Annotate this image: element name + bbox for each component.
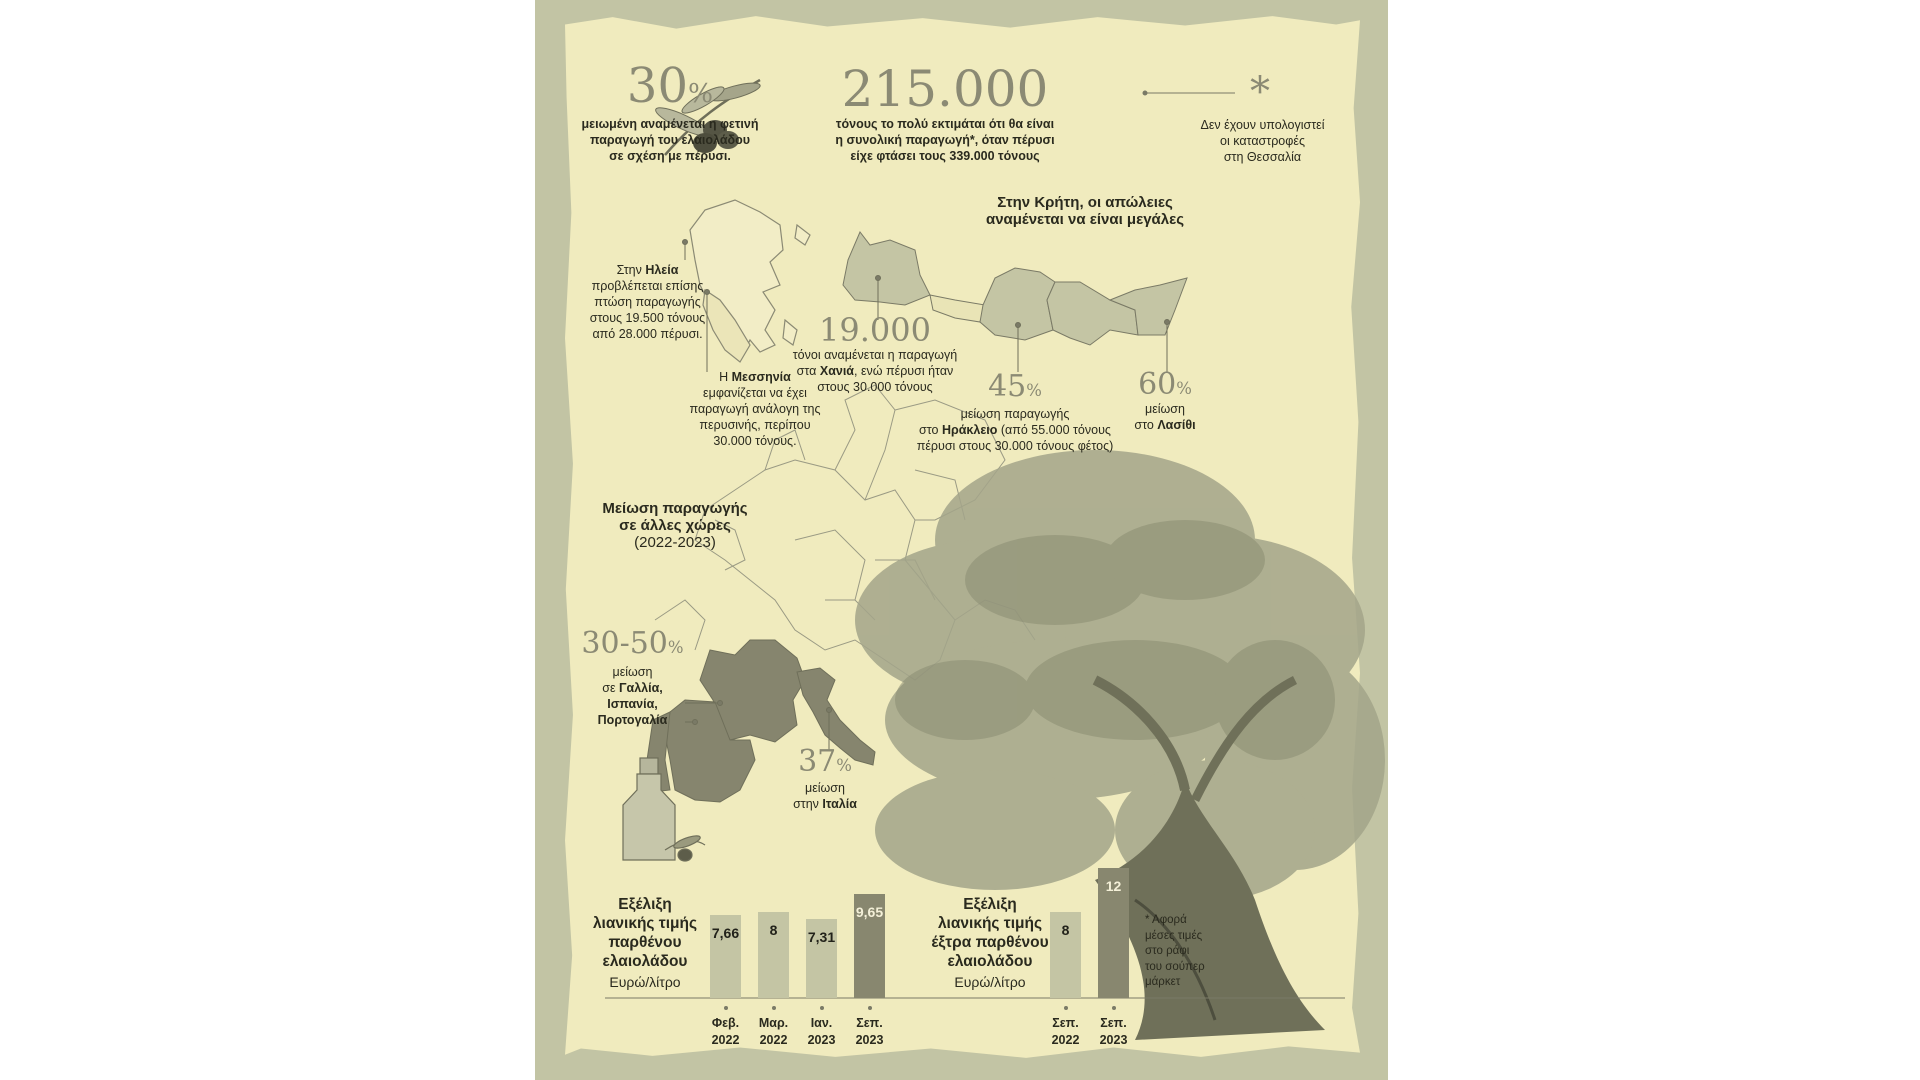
footnote-line3: στο ράφι: [1145, 945, 1190, 957]
chania-line1: τόνοι αναμένεται η παραγωγή: [792, 348, 958, 362]
chart1-title-line1: Εξέλιξη: [618, 896, 672, 913]
heraklion-pre: στο: [919, 423, 942, 437]
fsp-line1: μείωση: [612, 665, 653, 679]
chania-value: 19.000: [819, 311, 931, 349]
europe-title: [595, 500, 755, 551]
chart1-bar-4: [854, 894, 885, 998]
heraklion-name: Ηράκλειο: [941, 423, 998, 437]
chania-line3: στους 30.000 τόνους: [817, 380, 933, 394]
chart1-tick-label-3-month: Ιαν.: [810, 1016, 833, 1030]
stat2-value: 215.000: [841, 60, 1049, 118]
heraklion-value: 45: [988, 369, 1027, 404]
chania-pre: στα: [796, 364, 820, 378]
heraklion-unit: %: [1026, 381, 1042, 400]
chart2-bar-2: [1098, 868, 1129, 998]
lasithi-text: [1125, 401, 1205, 433]
footnote-line2: μέσες τιμές: [1145, 929, 1203, 942]
fsp-line2: [585, 680, 680, 696]
chart1-bar-2: [758, 912, 789, 998]
fsp-value: 30-50: [581, 626, 668, 661]
chart1-bar-1: [710, 915, 741, 998]
chart2-tick-label-2: [1089, 1015, 1139, 1049]
chart1-tick-label-1-month: Φεβ.: [711, 1016, 740, 1030]
chart2-bar-label-1: 8: [1061, 922, 1070, 938]
italy-value-row: [785, 745, 865, 783]
ileia-text: [580, 262, 715, 342]
fsp-name-spain: Ισπανία,: [607, 697, 658, 711]
ileia-line3: πτώση παραγωγής: [594, 295, 701, 309]
chart1-bar-label-3: 7,31: [807, 929, 836, 945]
chart1-tick-label-3: [797, 1015, 847, 1049]
note-line1: Δεν έχουν υπολογιστεί: [1200, 118, 1325, 132]
footnote-line1: * Αφορά: [1145, 914, 1187, 926]
chart1-bar-label-2: 8: [769, 922, 778, 938]
asterisk-connector: [1143, 91, 1236, 96]
ileia-pre: Στην: [616, 263, 646, 277]
messinia-line5: 30.000 τόνους.: [713, 434, 797, 448]
chart1-tick-mark-3: [820, 1006, 824, 1010]
ileia-line4: στους 19.500 τόνους: [589, 311, 706, 325]
chart2-title: [930, 895, 1050, 991]
stat1-unit: %: [688, 78, 714, 109]
italy-line1: μείωση: [805, 781, 845, 795]
messinia-pre: Η: [719, 370, 732, 384]
fsp-name-portugal: Πορτογαλία: [597, 713, 668, 727]
chart2-title-line4: ελαιολάδου: [947, 953, 1033, 970]
fsp-text: [585, 664, 680, 728]
footnote-line5: μάρκετ: [1145, 976, 1181, 988]
chart1-tick-mark-2: [772, 1006, 776, 1010]
stat2-text: [790, 116, 1100, 164]
chart1-tick-label-3-year: 2023: [807, 1033, 836, 1047]
chart2-tick-label-1-month: Σεπ.: [1052, 1016, 1079, 1030]
ileia-line1: [580, 262, 715, 278]
chart1-bar-label-4: 9,65: [855, 904, 884, 920]
footnote: [1145, 913, 1225, 991]
chart1-title-line2: λιανικής τιμής: [592, 915, 698, 932]
fsp-value-row: [575, 627, 690, 665]
stat2-line3: είχε φτάσει τους 339.000 τόνους: [850, 149, 1040, 163]
italy-unit: %: [836, 756, 852, 775]
crete-title-line2: αναμένεται να είναι μεγάλες: [985, 211, 1185, 228]
chart1-title-line4: ελαιολάδου: [602, 953, 688, 970]
stat1-value-row: [585, 58, 755, 118]
heraklion-line1: μείωση παραγωγής: [960, 407, 1070, 421]
chart2-tick-label-2-month: Σεπ.: [1100, 1016, 1127, 1030]
europe-title-line2: σε άλλες χώρες: [619, 517, 731, 534]
messinia-name: Μεσσηνία: [731, 370, 791, 384]
chart1-tick-label-1: [701, 1015, 751, 1049]
crete-title: [975, 194, 1195, 228]
heraklion-text: [905, 406, 1125, 454]
infographic-panel: [535, 0, 1388, 1080]
chart1-title: [590, 895, 700, 991]
lasithi-unit: %: [1176, 379, 1192, 398]
chart1-tick-label-2: [749, 1015, 799, 1049]
chart1-tick-label-2-year: 2022: [759, 1033, 788, 1047]
stat1-text: [575, 116, 765, 164]
stat1-line2: παραγωγή του ελαιολάδου: [589, 133, 750, 147]
messinia-line3: παραγωγή ανάλογη της: [689, 402, 821, 416]
lasithi-pre: στο: [1134, 418, 1158, 432]
note-line3: στη Θεσσαλία: [1223, 150, 1302, 164]
heraklion-line2: [905, 422, 1125, 438]
chart2-bar-label-2: 12: [1105, 878, 1122, 894]
chart2-title-line3: έξτρα παρθένου: [931, 934, 1049, 951]
chart2-tick-label-1-year: 2022: [1051, 1033, 1080, 1047]
heraklion-value-row: [975, 370, 1055, 408]
chania-name: Χανιά: [819, 364, 854, 378]
chania-text: [785, 347, 965, 395]
messinia-line4: περυσινής, περίπου: [699, 418, 811, 432]
chart1-tick-mark-1: [724, 1006, 728, 1010]
chart1-tick-label-4-year: 2023: [855, 1033, 884, 1047]
chart1-tick-label-1-year: 2022: [711, 1033, 740, 1047]
italy-value: 37: [798, 744, 837, 779]
chart1-plot: [710, 800, 930, 1047]
note-line2: οι καταστροφές: [1220, 134, 1305, 148]
messinia-line2: εμφανίζεται να έχει: [703, 386, 807, 400]
lasithi-name: Λασίθι: [1157, 418, 1196, 432]
chart2-title-line1: Εξέλιξη: [963, 896, 1017, 913]
chania-post: , ενώ πέρυσι ήταν: [854, 364, 954, 378]
europe-title-line3: (2022-2023): [634, 534, 716, 551]
chart2-tick-label-2-year: 2023: [1099, 1033, 1128, 1047]
ileia-name: Ηλεία: [645, 263, 679, 277]
footnote-line4: του σούπερ: [1145, 960, 1205, 973]
chart1-ylabel: Ευρώ/λίτρο: [609, 974, 681, 990]
stat2-line2: η συνολική παραγωγή*, όταν πέρυσι: [835, 133, 1055, 147]
italy-pre: στην: [793, 797, 823, 811]
fsp-name-france: Γαλλία,: [619, 681, 663, 695]
chart1-bar-label-1: 7,66: [711, 925, 740, 941]
chart1-bar-3: [806, 919, 837, 998]
note-asterisk: *: [1250, 69, 1270, 115]
lasithi-value: 60: [1138, 367, 1177, 402]
note-text: [1190, 117, 1335, 165]
crete-title-line1: Στην Κρήτη, οι απώλειες: [997, 194, 1173, 211]
chart1-tick-label-4: [845, 1015, 895, 1049]
ileia-line5: από 28.000 πέρυσι.: [592, 327, 703, 341]
europe-title-line1: Μείωση παραγωγής: [602, 500, 748, 517]
chart2-tick-mark-1: [1064, 1006, 1068, 1010]
chart2-tick-mark-2: [1112, 1006, 1116, 1010]
chart1-tick-mark-4: [868, 1006, 872, 1010]
chart2-bar-1: [1050, 912, 1081, 998]
stat2-line1: τόνους το πολύ εκτιμάται ότι θα είναι: [835, 117, 1055, 131]
heraklion-line3: πέρυσι στους 30.000 τόνους φέτος): [916, 439, 1114, 453]
lasithi-line2: [1125, 417, 1205, 433]
heraklion-post: (από 55.000 τόνους: [997, 423, 1111, 437]
ileia-line2: προβλέπεται επίσης: [591, 279, 704, 293]
chart1-tick-label-4-month: Σεπ.: [856, 1016, 883, 1030]
fsp-pre: σε: [602, 681, 620, 695]
chart2-plot: [1050, 800, 1160, 1047]
fsp-unit: %: [667, 638, 684, 657]
stat1-line3: σε σχέση με πέρυσι.: [609, 149, 731, 163]
italy-name: Ιταλία: [822, 797, 857, 811]
stat1-line1: μειωμένη αναμένεται η φετινή: [581, 117, 759, 131]
chania-line2: [785, 363, 965, 379]
chart2-title-line2: λιανικής τιμής: [937, 915, 1043, 932]
chart1-title-line3: παρθένου: [608, 934, 682, 951]
stat1-value: 30: [626, 58, 688, 114]
chart2-tick-label-1: [1041, 1015, 1091, 1049]
lasithi-line1: μείωση: [1145, 402, 1185, 416]
chart1-tick-label-2-month: Μαρ.: [758, 1016, 789, 1030]
chart2-ylabel: Ευρώ/λίτρο: [954, 974, 1026, 990]
